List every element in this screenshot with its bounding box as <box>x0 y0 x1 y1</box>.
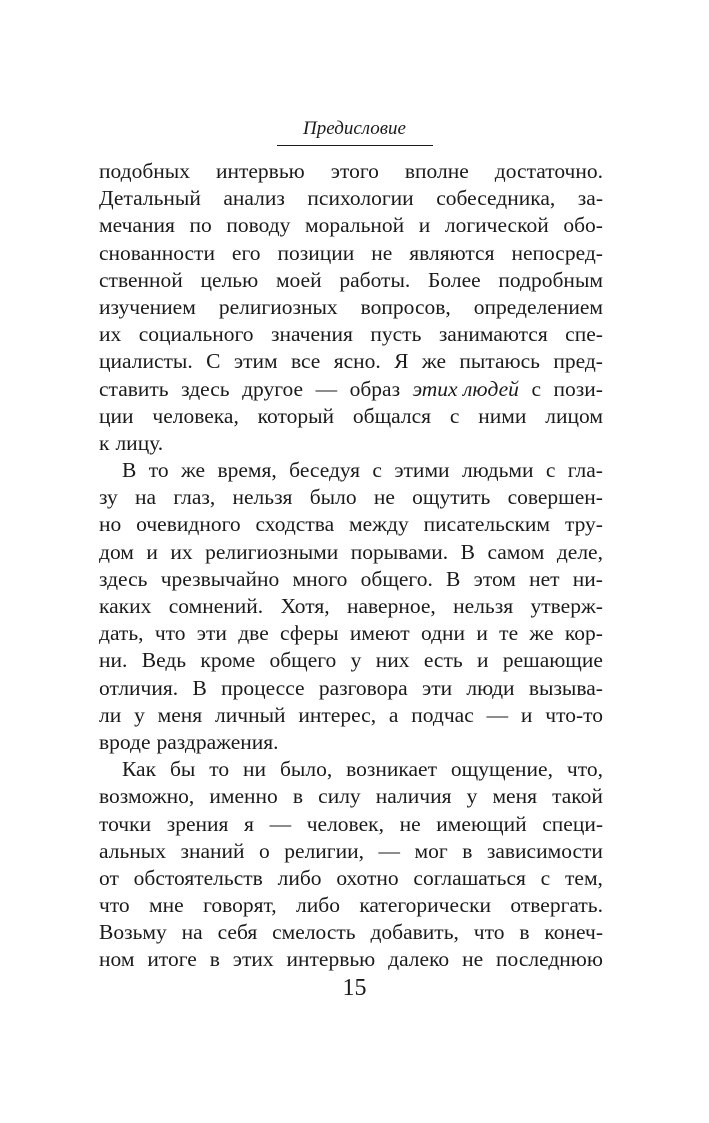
word: В <box>122 458 137 483</box>
word: вызыва- <box>528 675 603 700</box>
word: пусть <box>370 322 422 347</box>
text-line <box>99 539 603 566</box>
word: же <box>180 458 206 483</box>
word: с <box>540 865 551 890</box>
word: за- <box>577 186 603 211</box>
word: беседуя <box>289 458 361 483</box>
word: Хотя, <box>280 594 330 618</box>
word: В <box>192 675 207 700</box>
word: здесь <box>181 376 230 401</box>
text-line <box>99 620 603 647</box>
word: с <box>545 458 556 483</box>
word: говорят, <box>203 893 277 918</box>
text-line <box>99 593 603 620</box>
word: ощутить <box>412 485 491 510</box>
word: то <box>209 757 230 782</box>
word: в <box>462 838 473 863</box>
word: а <box>388 702 399 727</box>
word: человека, <box>152 403 239 428</box>
text-line <box>99 811 603 838</box>
word: Ведь <box>141 648 187 673</box>
word: процессе <box>221 675 305 700</box>
word: эти <box>421 675 453 700</box>
word: лицу. <box>115 430 164 455</box>
word: совершен- <box>507 485 603 510</box>
text-line <box>99 403 603 430</box>
word: значения <box>271 322 353 347</box>
word: на <box>181 920 203 945</box>
word: категорически <box>359 893 492 918</box>
word: психологии <box>307 186 414 211</box>
word: я <box>244 811 254 836</box>
word: зависимости <box>486 838 603 863</box>
text-line <box>99 729 603 756</box>
word: В <box>446 566 461 591</box>
word: пред- <box>553 349 603 374</box>
word: писательским <box>423 512 551 537</box>
text-line <box>99 566 603 593</box>
word: личный <box>215 702 286 727</box>
word: смелость <box>272 920 356 945</box>
word: этими <box>394 458 450 483</box>
word: и <box>146 539 158 564</box>
word: те <box>499 621 519 646</box>
word: утверж- <box>530 594 603 618</box>
word: конеч- <box>544 920 603 945</box>
word: именно <box>209 784 278 809</box>
word: тру- <box>564 512 603 537</box>
text-line <box>99 240 603 267</box>
word: каких <box>99 594 152 618</box>
word: дать, <box>99 621 144 646</box>
word: по <box>189 213 212 238</box>
word: этих людей <box>412 376 519 401</box>
word: религиозных <box>218 294 338 319</box>
word: подчас <box>411 702 474 727</box>
word: решающие <box>502 648 603 673</box>
word: одни <box>420 621 466 646</box>
word: Детальный <box>99 186 201 211</box>
word: С <box>206 349 221 374</box>
word: пытаюсь <box>459 349 540 374</box>
word: с <box>372 458 382 483</box>
text-line <box>99 294 603 321</box>
word: соглашаться <box>413 865 526 890</box>
word: зу <box>99 485 118 510</box>
word: с <box>449 403 460 428</box>
word: религиозными <box>205 539 339 564</box>
word: ственной <box>99 267 183 292</box>
word: другое <box>242 376 304 401</box>
word: две <box>238 621 269 646</box>
text-line <box>99 484 603 511</box>
word: не <box>399 811 421 836</box>
word: альных <box>99 838 166 863</box>
word: циалисты. <box>99 349 193 374</box>
word: деле, <box>556 539 603 564</box>
word: ставить <box>99 376 169 401</box>
word: снованности <box>99 240 215 265</box>
word: Возьму <box>99 920 167 945</box>
word: очевидного <box>136 512 241 537</box>
word: что <box>154 621 186 646</box>
word: интервью <box>215 159 305 183</box>
word: но <box>99 512 122 537</box>
word: было, <box>279 757 333 782</box>
word: ни- <box>572 566 603 591</box>
word: либо <box>277 865 322 890</box>
word: люди <box>466 675 515 700</box>
text-line <box>99 376 603 403</box>
word: есть <box>423 648 463 673</box>
text-line <box>99 348 603 375</box>
word: то <box>148 458 169 483</box>
word: пози- <box>553 376 603 401</box>
text-line <box>99 865 603 892</box>
word: — <box>486 702 509 727</box>
word: Я <box>394 349 409 374</box>
word: бы <box>169 757 196 782</box>
word: в <box>209 947 220 972</box>
word: них <box>375 648 410 673</box>
word: мечания <box>99 213 175 238</box>
word: людьми <box>461 458 534 483</box>
running-head-title: Предисловие <box>277 116 433 146</box>
word: далеко <box>388 947 450 972</box>
word: целью <box>200 267 259 292</box>
word: гла- <box>567 458 603 483</box>
word: себя <box>217 920 258 945</box>
word: его <box>231 240 261 265</box>
word: нельзя <box>453 594 514 618</box>
word: добавить, <box>370 920 459 945</box>
word: вполне <box>404 159 469 183</box>
word: логической <box>444 213 549 238</box>
word: вроде <box>99 729 151 754</box>
word: интерес, <box>298 702 377 727</box>
word: общего. <box>360 566 433 591</box>
word: тем, <box>565 865 603 890</box>
word: моральной <box>305 213 405 238</box>
text-line <box>99 838 603 865</box>
word: являются <box>409 240 495 265</box>
word: подобных <box>99 159 190 183</box>
word: нет <box>529 566 560 591</box>
text-line <box>99 783 603 810</box>
word: от <box>99 865 119 890</box>
word: что-то <box>545 702 603 727</box>
word: лицом <box>545 403 603 428</box>
word: здесь <box>99 566 148 591</box>
word: кроме <box>200 648 256 673</box>
word: ясно. <box>333 349 381 374</box>
word: что <box>99 893 130 918</box>
word: нельзя <box>232 485 293 510</box>
word: у <box>466 784 478 809</box>
word: что, <box>566 757 603 782</box>
word: религии, <box>284 838 365 863</box>
word: силу <box>318 784 361 809</box>
word: этим <box>233 349 278 374</box>
word: образ <box>349 376 401 401</box>
word: ни <box>243 757 267 782</box>
text-line <box>99 675 603 702</box>
word: ции <box>99 403 134 428</box>
word: в <box>519 920 530 945</box>
word: их <box>170 539 193 564</box>
page-number: 15 <box>342 975 367 1001</box>
word: возникает <box>346 757 437 782</box>
text-line <box>99 647 603 674</box>
word: ном <box>99 947 135 972</box>
word: такой <box>552 784 603 809</box>
word: наличия <box>375 784 452 809</box>
word: общего <box>269 648 337 673</box>
word: подробным <box>498 267 603 292</box>
word: изучением <box>99 294 196 319</box>
word: интервью <box>286 947 376 972</box>
word: работы. <box>339 267 411 292</box>
word: зрения <box>166 811 229 836</box>
word: время, <box>217 458 277 483</box>
word: вопросов, <box>360 294 451 319</box>
word: этого <box>330 159 379 183</box>
word: глаз, <box>173 485 216 510</box>
text-line <box>99 511 603 538</box>
word: социального <box>138 322 254 347</box>
word: и <box>476 621 488 646</box>
word: их <box>99 322 122 347</box>
word: который <box>257 403 335 428</box>
word: с <box>531 376 541 401</box>
word: самом <box>487 539 545 564</box>
word: мне <box>149 893 184 918</box>
word: в <box>292 784 304 809</box>
word: обстоятельств <box>133 865 263 890</box>
word: эти <box>196 621 227 646</box>
word: между <box>349 512 409 537</box>
word: сомнений. <box>168 594 264 618</box>
text-line <box>99 185 603 212</box>
word: раздражения. <box>156 729 279 754</box>
word: человек, <box>306 811 384 836</box>
word: кор- <box>564 621 603 646</box>
word: ними <box>478 403 527 428</box>
text-line <box>99 212 603 239</box>
word: либо <box>296 893 340 918</box>
word: у <box>350 648 362 673</box>
word: итоге <box>147 947 197 972</box>
word: В <box>460 539 475 564</box>
text-line <box>99 919 603 946</box>
word: Как <box>122 757 157 782</box>
word: специ- <box>542 811 603 836</box>
word: дом <box>99 539 134 564</box>
word: у <box>134 702 145 727</box>
word: к <box>99 430 110 455</box>
word: поводу <box>226 213 291 238</box>
word: этом <box>473 566 516 591</box>
word: — <box>378 838 401 863</box>
word: и <box>418 213 431 238</box>
word: порывами. <box>350 539 449 564</box>
word: и <box>477 648 489 673</box>
word: что <box>473 920 505 945</box>
word: спе- <box>565 322 603 347</box>
word: же <box>529 621 554 646</box>
text-line <box>99 321 603 348</box>
word: последнюю <box>496 947 603 972</box>
text-line <box>99 158 603 185</box>
word: точки <box>99 811 152 836</box>
word: сходства <box>255 512 335 537</box>
word: отличия. <box>99 675 179 700</box>
text-line <box>99 430 603 457</box>
running-head <box>0 116 709 146</box>
word: же <box>421 349 447 374</box>
word: моей <box>275 267 322 292</box>
word: этих <box>232 947 274 972</box>
word: было <box>309 485 357 510</box>
text-line <box>99 946 603 973</box>
word: Более <box>428 267 481 292</box>
word: общался <box>352 403 432 428</box>
word: на <box>135 485 157 510</box>
text-line <box>99 756 603 783</box>
word: возможно, <box>99 784 195 809</box>
word: ли <box>99 702 122 727</box>
word: много <box>292 566 348 591</box>
word: не <box>462 947 484 972</box>
word: занимаются <box>438 322 548 347</box>
word: анализ <box>223 186 285 211</box>
word: собеседника, <box>436 186 556 211</box>
word: не <box>371 240 393 265</box>
word: сферы <box>280 621 339 646</box>
word: имеющий <box>436 811 527 836</box>
word: все <box>290 349 321 374</box>
word: непосред- <box>511 240 603 265</box>
word: отвергать. <box>510 893 603 918</box>
text-line <box>99 892 603 919</box>
word: мог <box>414 838 448 863</box>
word: позиции <box>277 240 355 265</box>
word: — <box>315 376 338 401</box>
text-line <box>99 267 603 294</box>
text-line <box>99 702 603 729</box>
word: ощущение, <box>450 757 553 782</box>
word: знаний <box>180 838 245 863</box>
word: ни. <box>99 648 128 673</box>
word: меня <box>157 702 203 727</box>
word: не <box>373 485 395 510</box>
word: имеют <box>349 621 410 646</box>
word: меня <box>492 784 537 809</box>
word: о <box>259 838 270 863</box>
word: обо- <box>563 213 603 238</box>
word: и <box>520 702 533 727</box>
word: наверное, <box>346 594 436 618</box>
word: достаточно. <box>494 159 603 183</box>
body-text <box>99 158 603 974</box>
word: охотно <box>336 865 399 890</box>
word: определением <box>473 294 603 319</box>
text-line <box>99 457 603 484</box>
word: чрезвычайно <box>160 566 280 591</box>
word: разговора <box>318 675 408 700</box>
word: — <box>269 811 292 836</box>
